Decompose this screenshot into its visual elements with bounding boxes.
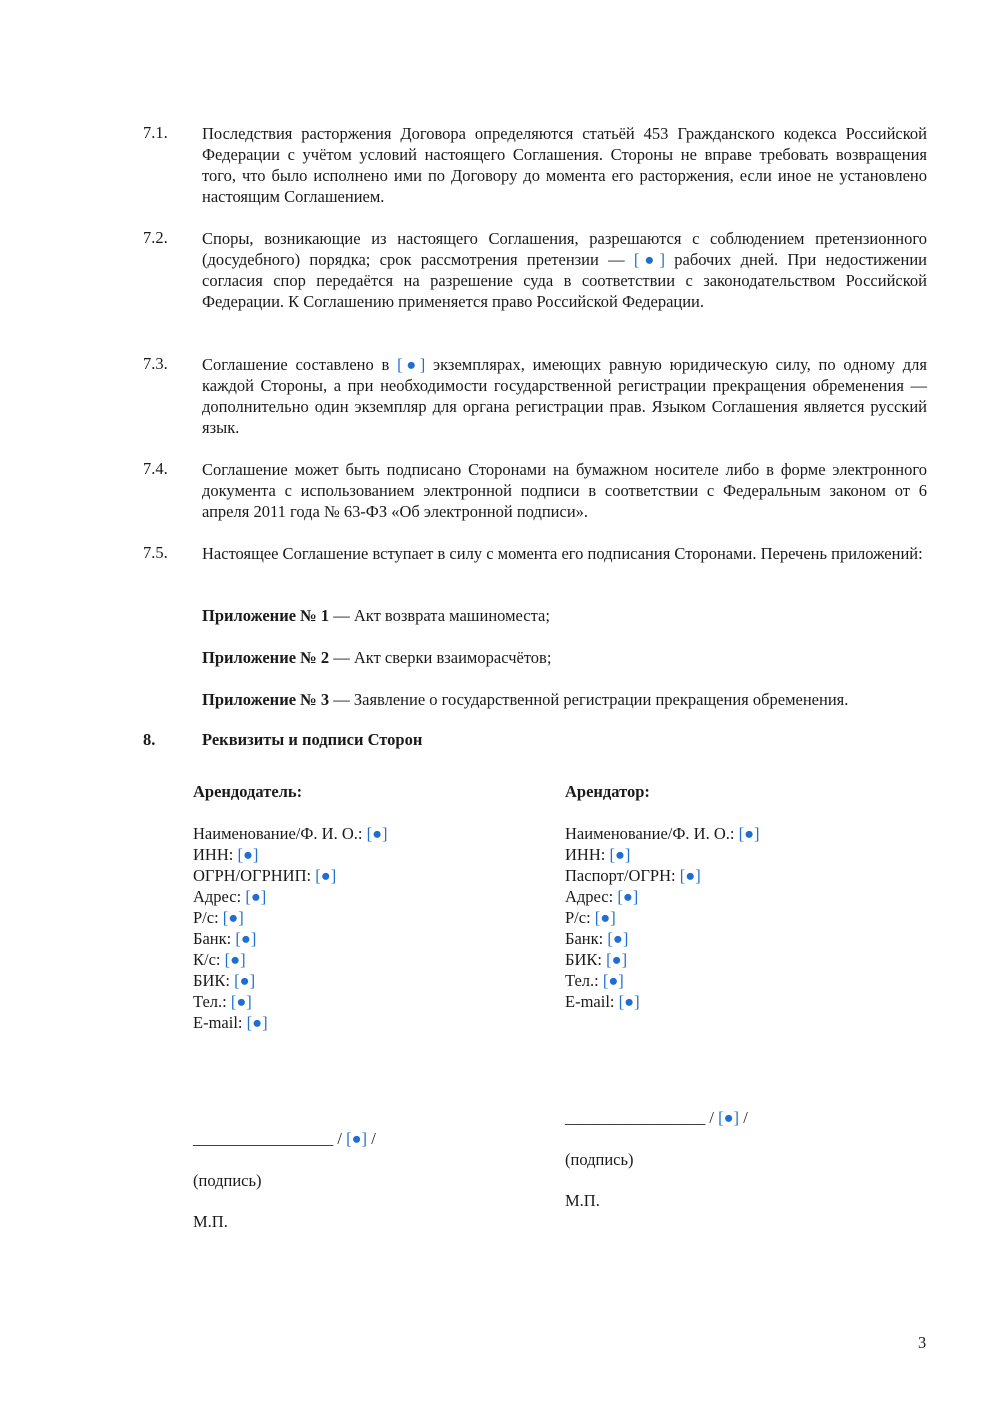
section-title: Реквизиты и подписи Сторон (202, 730, 423, 749)
field-phone: Тел.: [●] (193, 992, 252, 1011)
field-inn: ИНН: [●] (193, 845, 259, 864)
placeholder: [●] (618, 992, 640, 1011)
placeholder: [●] (366, 824, 388, 843)
landlord-signature-line: _________________ / [●] / (193, 1129, 376, 1148)
placeholder: [●] (224, 950, 246, 969)
clause-text: Настоящее Соглашение вступает в силу с момента его подписания Сторонами. Перечень приложений: (202, 544, 923, 563)
clause-number: 7.1. (143, 123, 168, 142)
page-number: 3 (918, 1333, 927, 1352)
annex-text: — Акт сверки взаиморасчётов; (329, 648, 552, 667)
field-bik: БИК: [●] (193, 971, 256, 990)
clause-text: Последствия расторжения Договора определяются статьёй 453 Гражданского кодекса Российской Федерации с учётом условий настоящего Соглашения. Стороны не вправе требовать возвращения того, что было исполнено ими по Договору до момента его расторжения, если иное не установлено настоящим Соглашением. (202, 124, 927, 206)
placeholder: [●] (607, 929, 629, 948)
placeholder: [●] (679, 866, 701, 885)
tenant-signature-caption: (подпись) (565, 1150, 634, 1169)
placeholder: [●] (230, 992, 252, 1011)
tenant-signature-line: _________________ / [●] / (565, 1108, 748, 1127)
landlord-stamp-label: М.П. (193, 1212, 228, 1231)
clause-7-5 (143, 543, 927, 564)
clause-number: 7.5. (143, 543, 168, 562)
landlord-fields (193, 823, 533, 1033)
annex-label: Приложение № 1 (202, 606, 330, 625)
placeholder: [●] (606, 950, 628, 969)
placeholder: [●] (718, 1108, 740, 1127)
field-ogrn: ОГРН/ОГРНИП: [●] (193, 866, 337, 885)
placeholder: [●] (222, 908, 244, 927)
clause-text: Соглашение может быть подписано Сторонами на бумажном носителе либо в форме электронного документа с использованием электронной подписи в соответствии с Федеральным законом от 6 апреля 2011 года № 63-ФЗ «Об электронной подписи». (202, 460, 927, 521)
clause-text: Споры, возникающие из настоящего Соглашения, разрешаются с соблюдением претензионного (досудебного) порядка; срок рассмотрения претензии — [●] рабочих дней. При недостижении согласия спор передаётся на разрешение суда в соответствии с законодательством Российской Федерации. К Соглашению применяется право Российской Федерации. (202, 229, 927, 311)
field-account: Р/с: [●] (193, 908, 244, 927)
placeholder: [●] (246, 1013, 268, 1032)
annex-label: Приложение № 3 (202, 690, 330, 709)
clause-7-4 (143, 459, 927, 522)
placeholder: [●] (397, 355, 426, 374)
placeholder: [●] (315, 866, 337, 885)
annex-2 (202, 647, 932, 668)
clause-number: 7.3. (143, 354, 168, 373)
landlord-details (193, 781, 533, 1033)
field-address: Адрес: [●] (565, 887, 639, 906)
tenant-stamp-label: М.П. (565, 1191, 600, 1210)
placeholder: [●] (245, 887, 267, 906)
placeholder: [●] (234, 971, 256, 990)
annex-3 (202, 689, 932, 710)
placeholder: [●] (346, 1129, 368, 1148)
placeholder: [●] (594, 908, 616, 927)
field-inn: ИНН: [●] (565, 845, 631, 864)
field-bank: Банк: [●] (565, 929, 629, 948)
landlord-heading: Арендодатель: (193, 782, 303, 801)
field-corr-account: К/с: [●] (193, 950, 246, 969)
tenant-fields (565, 823, 905, 1012)
field-bik: БИК: [●] (565, 950, 628, 969)
placeholder: [●] (602, 971, 624, 990)
clause-number: 7.4. (143, 459, 168, 478)
placeholder: [●] (235, 929, 257, 948)
annex-text: — Заявление о государственной регистрации прекращения обременения. (329, 690, 849, 709)
clause-text: Соглашение составлено в [●] экземплярах, имеющих равную юридическую силу, по одному для каждой Стороны, а при необходимости государственной регистрации прекращения обременения — дополнительно один экземпляр для органа регистрации прав. Языком Соглашения является русский язык. (202, 355, 927, 437)
placeholder: [●] (609, 845, 631, 864)
field-address: Адрес: [●] (193, 887, 267, 906)
placeholder: [●] (237, 845, 259, 864)
clause-7-2 (143, 228, 927, 312)
field-name: Наименование/Ф. И. О.: [●] (193, 824, 388, 843)
field-email: E-mail: [●] (565, 992, 640, 1011)
placeholder: [●] (633, 250, 665, 269)
field-passport-ogrn: Паспорт/ОГРН: [●] (565, 866, 701, 885)
landlord-signature-caption: (подпись) (193, 1171, 262, 1190)
clause-7-1 (143, 123, 927, 207)
field-email: E-mail: [●] (193, 1013, 268, 1032)
section-number: 8. (143, 730, 156, 749)
placeholder: [●] (738, 824, 760, 843)
clause-7-3 (143, 354, 927, 438)
clause-number: 7.2. (143, 228, 168, 247)
annex-text: — Акт возврата машиноместа; (329, 606, 550, 625)
tenant-details (565, 781, 905, 1012)
field-name: Наименование/Ф. И. О.: [●] (565, 824, 760, 843)
placeholder: [●] (617, 887, 639, 906)
field-phone: Тел.: [●] (565, 971, 624, 990)
field-account: Р/с: [●] (565, 908, 616, 927)
tenant-heading: Арендатор: (565, 782, 650, 801)
field-bank: Банк: [●] (193, 929, 257, 948)
annex-label: Приложение № 2 (202, 648, 330, 667)
annex-1 (202, 605, 932, 626)
